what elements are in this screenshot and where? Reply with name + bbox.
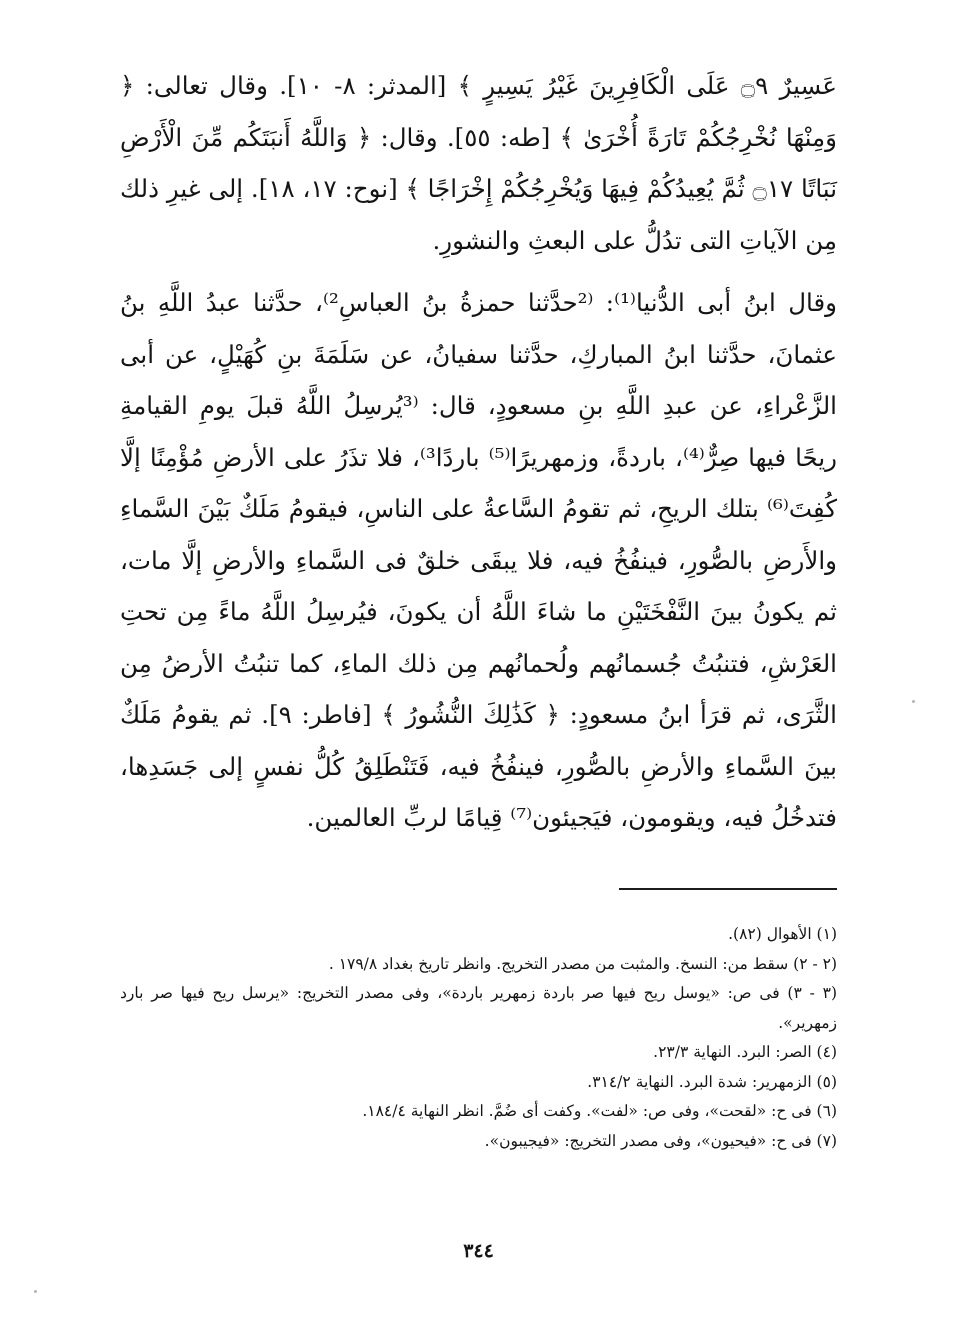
footnote-2: (٢ - ٢) سقط من: النسخ. والمثبت من مصدر التخريج. وانظر تاريخ بغداد ١٧٩/٨ . (328, 954, 837, 973)
paragraph-quran-verses: عَسِيرٌ ۝٩ عَلَى الْكَافِرِينَ غَيْرُ يَسِيرٍ ﴾ [المدثر: ٨- ١٠]. وقال تعالى: ﴿ وَمِنْهَا نُخْرِجُكُمْ تَارَةً أُخْرَىٰ ﴾ [طه: ٥٥]. وقال: ﴿ وَاللَّهُ أَنبَتَكُم مِّنَ الْأَرْضِ نَبَاتًا ۝١٧ ثُمَّ يُعِيدُكُمْ فِيهَا وَيُخْرِجُكُمْ إِخْرَاجًا ﴾ [نوح: ١٧، ١٨]. إلى غيرِ ذلك مِن الآياتِ التى تدُلُّ على البعثِ والنشورِ. (120, 71, 838, 255)
footnote-5: (٥) الزمهرير: شدة البرد. النهاية ٣١٤/٢. (587, 1072, 837, 1091)
page-number: ٣٤٤ (463, 1240, 494, 1262)
book-page (120, 60, 837, 1300)
footnote-4: (٤) الصر: البرد. النهاية ٢٣/٣. (653, 1043, 837, 1061)
footnote-7: (٧) فى ح: «فيحيون»، وفى مصدر التخريج: «فيجيبون». (484, 1131, 837, 1150)
footnote-divider (619, 888, 837, 890)
paragraph-hadith: وقال ابنُ أبى الدُّنيا⁽¹⁾: ⁽²حدَّثنا حمزةُ بنُ العباسِ²⁾، حدَّثنا عبدُ اللَّهِ بنُ عثمانَ، حدَّثنا ابنُ المباركِ، حدَّثنا سفيانُ، عن سَلَمَةَ بنِ كُهَيْلٍ، عن أبى الزَّعْراءِ، عن عبدِ اللَّهِ بنِ مسعودٍ، قال: ⁽³يُرسِلُ اللَّهُ قبلَ يومِ القيامةِ ريحًا فيها صِرٌّ⁽⁴⁾، باردةً، وزمهريرًا⁽⁵⁾ باردًا³⁾، فلا تذَرُ على الأرضِ مُؤْمِنًا إلَّا كُفِتَ⁽⁶⁾ بتلك الريحِ، ثم تقومُ السَّاعةُ على الناسِ، فيقومُ مَلَكٌ بَيْنَ السَّماءِ والأَرضِ بالصُّورِ، فينفُخُ فيه، فلا يبقَى خلقٌ فى السَّماءِ والأرضِ إلَّا مات، ثم يكونُ بينَ النَّفْخَتَيْنِ ما شاءَ اللَّهُ أن يكونَ، فيُرسِلُ اللَّهُ ماءً مِن تحتِ العَرْشِ، فتنبُتُ جُسمانُهم ولُحمانُهم مِن ذلك الماءِ، كما تنبُتُ الأرضُ مِن الثَّرَى، ثم قرَأ ابنُ مسعودٍ: ﴿ كَذَٰلِكَ النُّشُورُ ﴾ [فاطر: ٩]. ثم يقومُ مَلَكٌ بينَ السَّماءِ والأرضِ بالصُّورِ، فينفُخُ فيه، فَتَنْطَلِقُ كُلُّ نفسٍ إلى جَسَدِها، فتدخُلُ فيه، ويقومون، فيَجيئون⁽⁷⁾ قِيامًا لربِّ العالمين. (120, 288, 837, 832)
scan-speck (912, 700, 915, 703)
main-text (120, 60, 837, 844)
footnotes-list (120, 920, 837, 1156)
scan-speck (34, 1290, 37, 1293)
footnote-3: (٣ - ٣) فى ص: «يوسل ريح فيها صر باردة زمهرير باردة»، وفى مصدر التخريج: «يرسل ريح فيها صر بارد زمهرير». (120, 984, 837, 1032)
footnote-1: (١) الأهوال (٨٢). (728, 925, 837, 943)
footnote-6: (٦) فى ح: «لقحت»، وفى ص: «لفت». وكفت أى ضُمَّ. انظر النهاية ١٨٤/٤. (362, 1102, 837, 1120)
